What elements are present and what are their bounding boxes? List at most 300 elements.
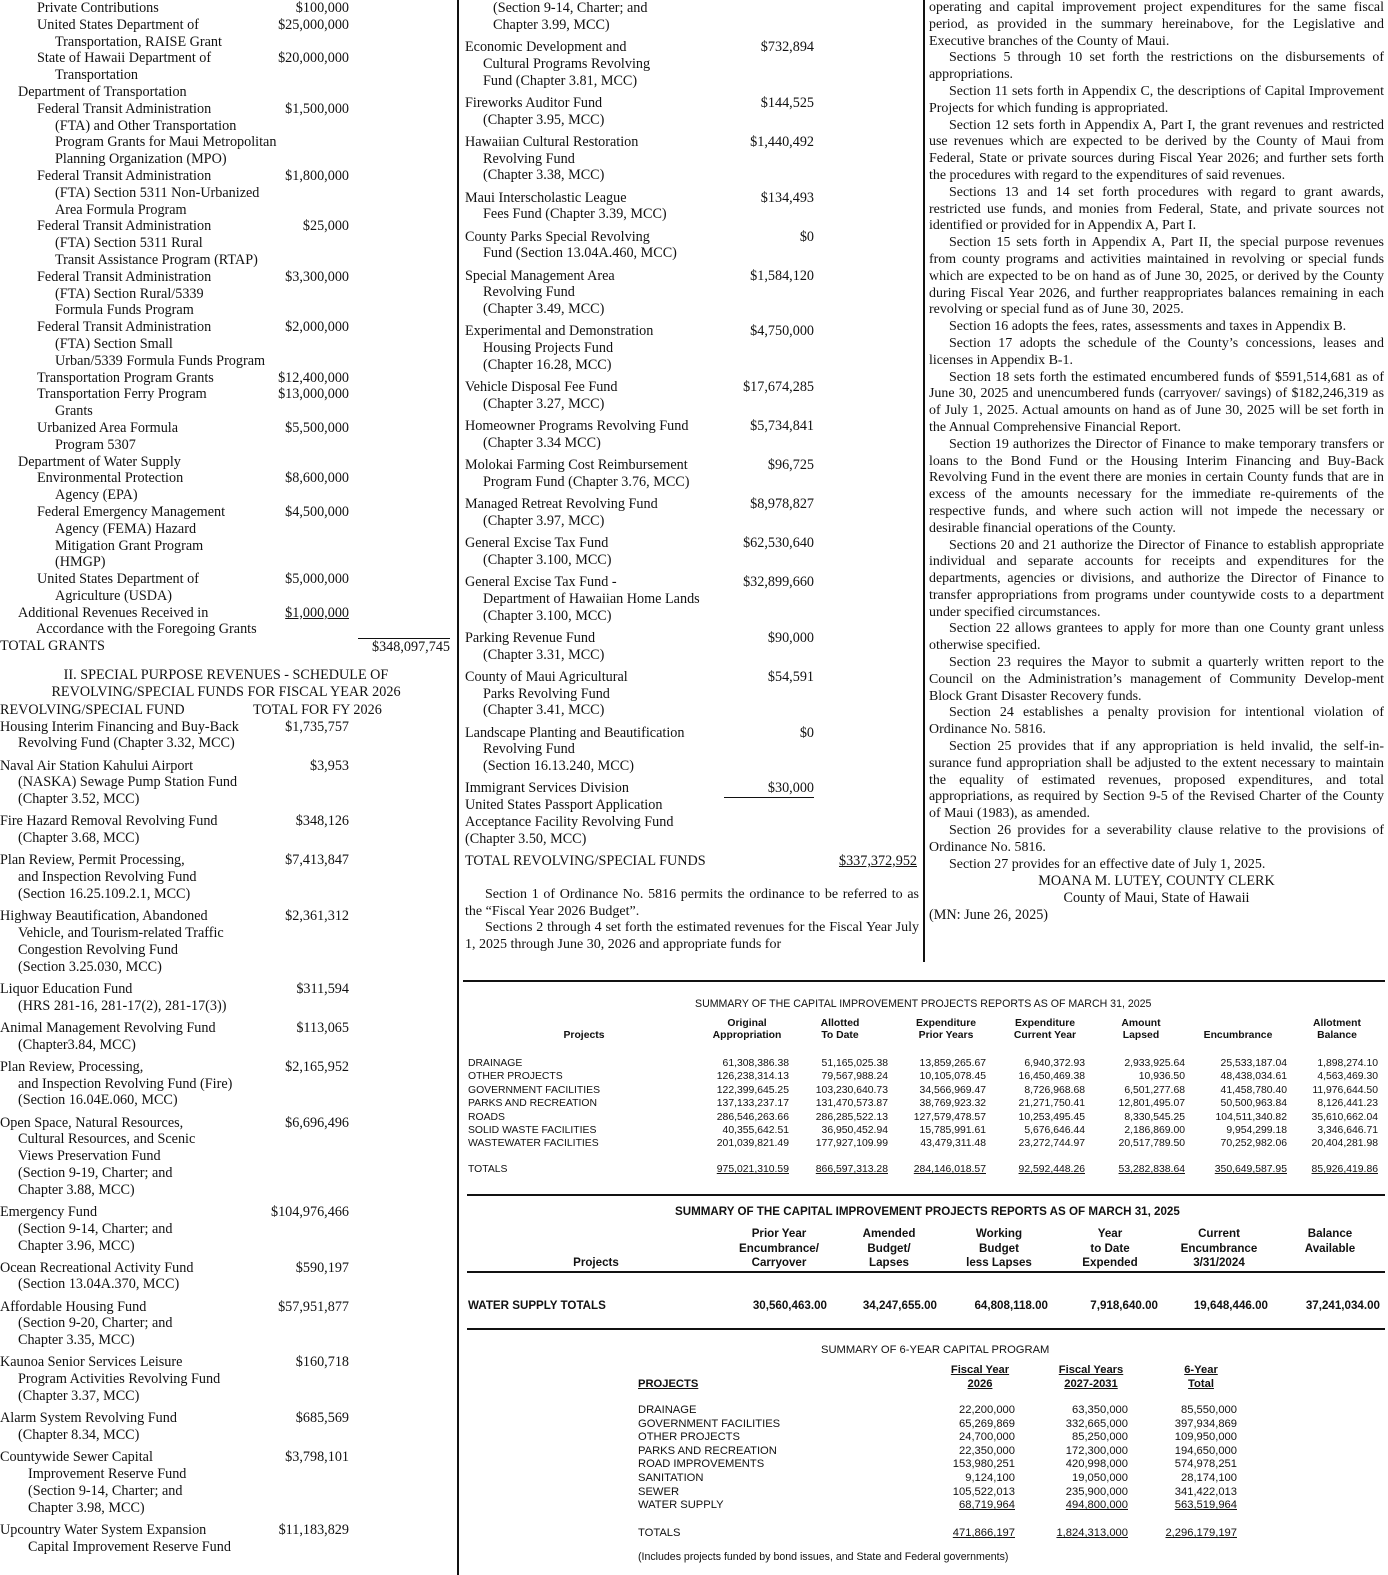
fund-amount: $8,978,827 xyxy=(750,496,814,513)
grant-line: Environmental Protection xyxy=(37,470,184,487)
fund-line: Capital Improvement Reserve Fund xyxy=(28,1538,231,1555)
grant-amount: $13,000,000 xyxy=(278,386,349,403)
six-year-cell: SANITATION xyxy=(638,1472,704,1484)
six-year-header-line: 2027-2031 xyxy=(1064,1377,1118,1390)
section-rule xyxy=(463,980,1385,982)
col2-paragraphs xyxy=(465,887,919,954)
fund-line: (Chapter 3.41, MCC) xyxy=(483,702,605,719)
fund-line: General Excise Tax Fund xyxy=(465,535,609,551)
six-year-cell: DRAINAGE xyxy=(638,1404,697,1416)
cip-cell: TOTALS xyxy=(468,1164,508,1175)
cip-cell: OTHER PROJECTS xyxy=(468,1071,563,1083)
fund-line: Parks Revolving Fund xyxy=(483,685,610,702)
fund-line: County of Maui Agricultural xyxy=(465,668,628,685)
fund-line: (Chapter 3.95, MCC) xyxy=(483,111,605,128)
fund-line: Chapter 3.88, MCC) xyxy=(18,1181,135,1198)
water-header-cell xyxy=(1285,1227,1375,1256)
fund-line: Liquor Education Fund xyxy=(0,980,133,997)
grant-item xyxy=(0,504,452,571)
cip-cell: 122,399,645.25 xyxy=(716,1084,789,1096)
fund-line: Homeowner Programs Revolving Fund xyxy=(465,418,689,435)
fund-line: Program Activities Revolving Fund xyxy=(18,1371,221,1388)
cip-header-line: Balance xyxy=(1317,1030,1357,1042)
fund-line: (Section 16.25.109.2.1, MCC) xyxy=(18,886,191,903)
grant-item xyxy=(0,420,452,454)
total-revolving-row xyxy=(465,853,919,887)
grant-line: Formula Funds Program xyxy=(55,302,194,319)
fund-item xyxy=(0,1410,452,1444)
fund-line: (Section 13.04A.370, MCC) xyxy=(18,1276,180,1293)
cip-row xyxy=(465,1071,1385,1084)
water-cell: 19,648,446.00 xyxy=(1193,1299,1268,1312)
cip-cell: 20,517,789.50 xyxy=(1118,1138,1185,1150)
water-cell: 64,808,118.00 xyxy=(974,1299,1048,1312)
summary-paragraph: Section 17 adopts the schedule of the County’s concessions, leases and licenses in Appendix B-1. xyxy=(929,335,1384,368)
fund-line: and Inspection Revolving Fund (Fire) xyxy=(18,1075,233,1092)
water-header-line: less Lapses xyxy=(966,1256,1032,1270)
fund-amount: $2,361,312 xyxy=(285,908,349,925)
grant-line: (FTA) Section Rural/5339 xyxy=(55,285,204,302)
cip-cell: GOVERNMENT FACILITIES xyxy=(468,1084,601,1096)
six-year-cell: PARKS AND RECREATION xyxy=(638,1444,777,1457)
grant-line: Transit Assistance Program (RTAP) xyxy=(55,251,258,268)
cip-cell: 20,404,281.98 xyxy=(1311,1138,1378,1150)
cip-header-line: Expenditure xyxy=(915,1018,977,1029)
grant-amount: $25,000,000 xyxy=(278,16,349,33)
six-year-cell: 85,250,000 xyxy=(1072,1431,1128,1444)
summary-paragraph: Section 15 sets forth in Appendix A, Part II, the special purpose revenues from county programs and activities maintained in revolving or special funds which are expected to be on hand as of June 30, 2025, or derived by the County during Fiscal Year 2026, and further reappropriates balances remaining in each revolving or special fund as of June 30, 2025. xyxy=(929,235,1384,318)
fund-line: (Chapter 3.38, MCC) xyxy=(483,167,605,184)
cip-header-cell xyxy=(524,1030,644,1042)
six-year-cell: 109,950,000 xyxy=(1174,1431,1237,1444)
grant-line: Program 5307 xyxy=(55,436,136,453)
grant-item xyxy=(0,386,452,420)
cip-header-line: To Date xyxy=(821,1030,859,1042)
fund-line: Landscape Planting and Beautification xyxy=(465,724,685,741)
six-year-title: SUMMARY OF 6-YEAR CAPITAL PROGRAM xyxy=(821,1344,1050,1356)
grant-line: Federal Transit Administration xyxy=(37,167,212,184)
fund-amount: $57,951,877 xyxy=(278,1298,349,1315)
fund-item xyxy=(465,669,919,719)
summary-paragraph: Section 19 authorizes the Director of Finance to make temporary transfers or loans to the Bond Fund or the Housing Interim Financing and Buy-Back Revolving Fund in the event there are monies in certain County funds that are in excess of the amounts necessary for the immediate re-quirements of the respective funds, and where such action will not impede the necessary or desirable financial operations of the County. xyxy=(929,436,1384,536)
fund-line: Department of Hawaiian Home Lands xyxy=(483,590,700,607)
fund-line: Vehicle, and Tourism-related Traffic xyxy=(18,925,224,941)
summary-paragraph: Section 25 provides that if any appropriation is held invalid, the self-in-surance fund appropriation shall be adjusted to the extent necessary to maintain the equality of estimated revenues, proposed expenditures, and total appropriations, as required by Section 9-5 of the Revised Charter of the County of Maui (1983), as amended. xyxy=(929,739,1384,822)
fund-item xyxy=(0,1299,452,1349)
water-header-cell xyxy=(1060,1227,1160,1271)
six-year-header-cell xyxy=(920,1364,1040,1391)
fund-item xyxy=(465,574,919,624)
grant-item xyxy=(0,269,452,319)
special-purpose-heading-2: REVOLVING/SPECIAL FUNDS FOR FISCAL YEAR 2026 xyxy=(51,684,401,701)
fund-line: Open Space, Natural Resources, xyxy=(0,1114,184,1131)
cip-row xyxy=(465,1112,1385,1125)
water-header-cell xyxy=(719,1227,839,1271)
fund-amount: $1,584,120 xyxy=(750,267,814,284)
fund-line: Views Preservation Fund xyxy=(18,1148,161,1165)
grant-amount: $2,000,000 xyxy=(285,319,349,336)
grant-line: (FTA) and Other Transportation xyxy=(55,117,237,134)
column-3 xyxy=(929,0,1384,962)
fund-amount: $348,126 xyxy=(295,813,349,830)
grant-line: Agency (FEMA) Hazard xyxy=(55,520,197,537)
fund-item xyxy=(465,134,919,184)
fund-line: Revolving Fund xyxy=(483,150,575,167)
grant-item xyxy=(0,17,452,51)
column-1 xyxy=(0,0,452,1575)
fund-line: Acceptance Facility Revolving Fund xyxy=(465,813,674,830)
column-2 xyxy=(465,0,919,962)
cip-header-cell xyxy=(1193,1030,1283,1042)
water-header-line: Encumbrance xyxy=(1180,1241,1258,1255)
summary-paragraph: Section 23 requires the Mayor to submit a quarterly written report to the Council on the Administration’s management of Community Develop-ment Block Grant Disaster Recovery funds. xyxy=(929,655,1384,704)
fund-line: Program Fund (Chapter 3.76, MCC) xyxy=(483,473,690,490)
cip-cell: 6,940,372.93 xyxy=(1024,1058,1085,1069)
cip-totals-row xyxy=(465,1164,1385,1177)
fund-line: (Chapter 3.49, MCC) xyxy=(483,301,605,318)
cip-cell: 8,330,545.25 xyxy=(1124,1111,1185,1123)
fund-line: and Inspection Revolving Fund xyxy=(18,869,197,886)
fund-amount: $1,440,492 xyxy=(750,133,814,150)
six-year-cell: 574,978,251 xyxy=(1174,1458,1237,1471)
cip-cell: 137,133,237.17 xyxy=(716,1098,789,1110)
fund-amount: $62,530,640 xyxy=(743,535,814,551)
fund-amount: $6,696,496 xyxy=(285,1114,349,1131)
grant-line: Federal Emergency Management xyxy=(37,503,226,520)
fund-line: (Section 16.04E.060, MCC) xyxy=(18,1092,178,1109)
six-year-header-cell xyxy=(1031,1364,1151,1391)
fund-line: Emergency Fund xyxy=(0,1203,98,1220)
fund-line: (Chapter 3.100, MCC) xyxy=(483,551,612,568)
fund-item xyxy=(465,95,919,129)
grant-item xyxy=(0,470,452,504)
fund-item xyxy=(465,39,919,89)
grant-line: (HMGP) xyxy=(55,554,106,571)
fund-line: (Section 9-20, Charter; and xyxy=(18,1315,173,1332)
special-purpose-heading-1: II. SPECIAL PURPOSE REVENUES - SCHEDULE OF xyxy=(63,667,389,684)
water-header-line: to Date xyxy=(1090,1241,1130,1255)
fund-item xyxy=(465,725,919,775)
fund-line: Chapter 3.98, MCC) xyxy=(28,1499,145,1516)
cip-cell: 16,450,469.38 xyxy=(1018,1071,1085,1083)
cip-cell: 43,479,311.48 xyxy=(920,1138,986,1150)
cip-cell: 40,355,642.51 xyxy=(722,1125,789,1136)
six-year-cell: 105,522,013 xyxy=(952,1485,1015,1498)
fund-item xyxy=(0,908,452,975)
fund-line: Economic Development and xyxy=(465,38,627,55)
grant-item xyxy=(0,218,452,268)
summary-paragraph: Section 1 of Ordinance No. 5816 permits the ordinance to be referred to as the “Fiscal Year 2026 Budget”. xyxy=(465,886,919,919)
cip-cell: 2,186,869.00 xyxy=(1124,1125,1185,1136)
grant-item xyxy=(0,605,452,639)
six-year-header-line: 2026 xyxy=(967,1377,993,1390)
col-total-header: TOTAL FOR FY 2026 xyxy=(253,701,382,718)
cip-cell: 36,950,452.94 xyxy=(821,1125,888,1136)
fund-line: (NASKA) Sewage Pump Station Fund xyxy=(18,774,238,791)
grant-line: Agency (EPA) xyxy=(55,487,138,504)
fund-amount: $311,594 xyxy=(296,980,349,997)
water-header-line: Carryover xyxy=(751,1256,807,1270)
summary-paragraph: Section 16 adopts the fees, rates, assessments and taxes in Appendix B. xyxy=(949,319,1347,335)
fund-amount: $7,413,847 xyxy=(285,852,349,869)
fund-item xyxy=(465,535,919,569)
fund-line: Parking Revenue Fund xyxy=(465,629,596,646)
fund-line: (Section 9-14, Charter; and xyxy=(18,1220,173,1237)
summary-paragraph: Sections 20 and 21 authorize the Director of Finance to establish appropriate individual and separate accounts for receipts and expenditures for the departments, agencies or divisions, and authorize the Director of Finance to transfer appropriations from programs under countywide costs to a department under specified circumstances. xyxy=(929,537,1384,620)
fund-item xyxy=(0,1020,452,1054)
grant-amount: $3,300,000 xyxy=(285,268,349,285)
cip-row xyxy=(465,1098,1385,1111)
six-year-cell: 19,050,000 xyxy=(1072,1472,1128,1484)
fund-amount: $732,894 xyxy=(760,38,814,55)
water-header-line: Budget/ xyxy=(867,1241,911,1255)
grant-amount: $1,500,000 xyxy=(285,100,349,117)
fund-item xyxy=(0,981,452,1015)
fund-amount: $11,183,829 xyxy=(278,1521,349,1538)
special-purpose-column-headers xyxy=(0,702,452,719)
fund-item xyxy=(465,630,919,664)
grant-amount: $25,000 xyxy=(302,218,349,235)
grant-line: Grants xyxy=(55,403,93,420)
six-year-cell: 420,998,000 xyxy=(1065,1458,1128,1471)
six-year-cell: 68,719,964 xyxy=(959,1499,1015,1512)
fund-line: Fire Hazard Removal Revolving Fund xyxy=(0,813,218,830)
fund-item xyxy=(0,1449,452,1516)
fund-line: General Excise Tax Fund - xyxy=(465,573,617,590)
cip-cell: 13,859,265.67 xyxy=(919,1058,986,1069)
col2-continued-lines xyxy=(465,0,919,34)
six-year-header-line: Fiscal Years xyxy=(1058,1364,1124,1376)
grant-item xyxy=(0,84,452,101)
fund-item xyxy=(0,1115,452,1199)
column-rule-1 xyxy=(457,0,459,1575)
fund-line: (Section 3.25.030, MCC) xyxy=(18,958,162,975)
six-year-header-cell xyxy=(638,1378,698,1392)
fund-line: Kaunoa Senior Services Leisure xyxy=(0,1354,183,1371)
fund-line: Cultural Resources, and Scenic xyxy=(18,1131,196,1148)
fund-line: Chapter 3.35, MCC) xyxy=(18,1332,135,1349)
fund-line: Highway Beautification, Abandoned xyxy=(0,908,208,925)
water-cell: 34,247,655.00 xyxy=(862,1299,937,1312)
col3-paragraphs xyxy=(929,0,1384,873)
grant-line: Transportation, RAISE Grant xyxy=(55,33,222,50)
cip-header-line: Allotted xyxy=(820,1018,860,1029)
fund-item xyxy=(465,190,919,224)
cip-header-cell xyxy=(901,1018,991,1043)
fund-amount: $0 xyxy=(799,724,814,741)
six-year-header-cell xyxy=(1141,1364,1261,1391)
cip-cell: 2,933,925.64 xyxy=(1124,1058,1185,1069)
six-year-cell: 22,200,000 xyxy=(959,1404,1015,1416)
six-year-total-cell: TOTALS xyxy=(638,1527,681,1539)
grant-amount: $12,400,000 xyxy=(278,369,349,386)
water-cell: 7,918,640.00 xyxy=(1090,1299,1158,1312)
fund-line: (Chapter 3.37, MCC) xyxy=(18,1388,140,1405)
cip-header-line: Prior Years xyxy=(918,1030,974,1042)
total-grants-label: TOTAL GRANTS xyxy=(0,638,105,655)
fund-line: Cultural Programs Revolving xyxy=(483,55,651,72)
six-year-cell: 24,700,000 xyxy=(959,1431,1015,1444)
fund-amount: $32,899,660 xyxy=(743,573,814,590)
cip-cell: 15,785,991.61 xyxy=(919,1125,986,1136)
cip-header-line: Allotment xyxy=(1313,1018,1361,1029)
fund-line: Ocean Recreational Activity Fund xyxy=(0,1259,194,1276)
fund-item xyxy=(465,229,919,263)
table-rule-3 xyxy=(467,1328,1385,1330)
grant-line: Federal Transit Administration xyxy=(37,319,212,336)
summary-paragraph: operating and capital improvement project expenditures for the same fiscal period, as provided in the summary hereinabove, for the Legislative and Executive branches of the County of Maui. xyxy=(929,0,1384,49)
fund-amount: $1,735,757 xyxy=(285,718,349,735)
water-header-cell xyxy=(536,1256,656,1271)
six-year-total-cell: 2,296,179,197 xyxy=(1165,1527,1237,1539)
grant-line: Urbanized Area Formula xyxy=(37,419,179,436)
fund-line: Alarm System Revolving Fund xyxy=(0,1410,177,1427)
six-year-cell: 22,350,000 xyxy=(959,1444,1015,1457)
grant-item xyxy=(0,571,452,605)
six-year-cell: 153,980,251 xyxy=(952,1458,1015,1471)
fund-item xyxy=(465,780,919,847)
cip-header-line: Lapsed xyxy=(1122,1030,1160,1042)
summary-paragraph: Sections 2 through 4 set forth the estimated revenues for the Fiscal Year July 1, 2025 through June 30, 2026 and appropriate funds for xyxy=(465,920,919,953)
cip-cell: 126,238,314.13 xyxy=(716,1071,789,1083)
cip-cell: 284,146,018.57 xyxy=(913,1164,986,1175)
fund-item xyxy=(0,1354,452,1404)
cip-cell: 1,898,274.10 xyxy=(1317,1058,1378,1069)
fund-line: Fees Fund (Chapter 3.39, MCC) xyxy=(483,206,667,223)
water-header-line: Lapses xyxy=(869,1256,909,1270)
grant-line: (FTA) Section Small xyxy=(55,335,173,352)
six-year-header-line: 6-Year xyxy=(1184,1364,1218,1376)
cip-cell: 48,438,034.61 xyxy=(1220,1071,1287,1083)
fund-item xyxy=(0,1522,452,1556)
summary-paragraph: Sections 5 through 10 set forth the restrictions on the disbursements of appropriations. xyxy=(929,50,1384,83)
fund-line: Affordable Housing Fund xyxy=(0,1298,147,1315)
column-rule-2 xyxy=(923,0,925,962)
fund-amount: $5,734,841 xyxy=(750,418,814,435)
water-header-line: Year xyxy=(1097,1227,1123,1240)
fund-line: Fund (Section 13.04A.460, MCC) xyxy=(483,245,677,262)
fund-item xyxy=(0,758,452,808)
cip-cell: 41,458,780.40 xyxy=(1220,1084,1287,1096)
six-year-cell: 63,350,000 xyxy=(1072,1404,1128,1416)
six-year-cell: 28,174,100 xyxy=(1181,1472,1237,1484)
cip-header-line: Encumbrance xyxy=(1203,1030,1273,1041)
fund-amount: $3,953 xyxy=(309,757,349,774)
cip-cell: 12,801,495.07 xyxy=(1118,1098,1185,1110)
cip-header-line: Projects xyxy=(563,1030,605,1041)
fund-line: Hawaiian Cultural Restoration xyxy=(465,133,639,150)
six-year-cell: GOVERNMENT FACILITIES xyxy=(638,1417,781,1430)
fund-line: Fireworks Auditor Fund xyxy=(465,94,603,111)
cip-cell: DRAINAGE xyxy=(468,1058,523,1069)
fund-amount: $104,976,466 xyxy=(270,1203,349,1220)
six-year-cell: 9,124,100 xyxy=(965,1472,1015,1484)
fund-line: Naval Air Station Kahului Airport xyxy=(0,757,194,774)
summary-paragraph: Section 24 establishes a penalty provision for intentional violation of Ordinance No. 5816. xyxy=(929,705,1384,738)
cip-cell: 8,126,441.23 xyxy=(1317,1098,1378,1110)
grant-line: Agriculture (USDA) xyxy=(55,587,173,604)
water-header-cell xyxy=(944,1227,1054,1271)
grant-line: (FTA) Section 5311 Rural xyxy=(55,235,203,252)
cip-header-cell xyxy=(795,1018,885,1043)
grant-item xyxy=(0,0,452,17)
six-year-cell: ROAD IMPROVEMENTS xyxy=(638,1458,765,1471)
water-header-line: Balance xyxy=(1307,1227,1353,1240)
cip-row xyxy=(465,1125,1385,1138)
fund-line: Special Management Area xyxy=(465,267,615,284)
cip-cell: 5,676,646.44 xyxy=(1024,1125,1085,1136)
cip-cell: 79,567,988.24 xyxy=(821,1071,888,1083)
water-cell: WATER SUPPLY TOTALS xyxy=(468,1299,606,1312)
grant-line: Area Formula Program xyxy=(55,201,187,218)
fund-line: Chapter 3.99, MCC) xyxy=(493,16,610,33)
cip-header-line: Appropriation xyxy=(712,1030,782,1042)
fund-item xyxy=(465,496,919,530)
cip-cell: 10,105,078.45 xyxy=(919,1071,986,1083)
cip-cell: 61,308,386.38 xyxy=(722,1058,789,1069)
six-year-cell: 235,900,000 xyxy=(1065,1485,1128,1498)
fund-amount: $30,000 xyxy=(724,780,814,798)
six-year-cell: OTHER PROJECTS xyxy=(638,1431,740,1444)
fund-line: Managed Retreat Revolving Fund xyxy=(465,496,658,513)
fund-line: Experimental and Demonstration xyxy=(465,323,654,340)
fund-amount: $0 xyxy=(799,228,814,245)
six-year-cell: 172,300,000 xyxy=(1065,1444,1128,1457)
grant-line: Transportation Ferry Program xyxy=(37,386,207,403)
cip-header-cell xyxy=(1292,1018,1382,1043)
grant-amount: $5,500,000 xyxy=(285,419,349,436)
six-year-cell: 397,934,869 xyxy=(1174,1417,1237,1430)
fund-line: Housing Projects Fund xyxy=(483,340,614,357)
fund-line: Vehicle Disposal Fee Fund xyxy=(465,379,618,396)
six-year-cell: WATER SUPPLY xyxy=(638,1499,724,1512)
cip-cell: 131,470,573.87 xyxy=(815,1098,888,1110)
fund-amount: $17,674,285 xyxy=(743,379,814,396)
table-rule-2 xyxy=(467,1271,1385,1273)
cip-cell: 103,230,640.73 xyxy=(815,1084,888,1096)
cip-header-cell xyxy=(1096,1018,1186,1043)
cip-cell: 10,936.50 xyxy=(1138,1071,1185,1083)
water-summary-title: SUMMARY OF THE CAPITAL IMPROVEMENT PROJECTS REPORTS AS OF MARCH 31, 2025 xyxy=(675,1205,1180,1218)
cip-header-cell xyxy=(697,1018,797,1043)
cip-row xyxy=(465,1058,1385,1071)
cip-header-line: Original xyxy=(727,1018,767,1029)
clerk-place: County of Maui, State of Hawaii xyxy=(1063,890,1250,907)
grant-line: Additional Revenues Received in xyxy=(18,604,209,621)
grant-item xyxy=(0,168,452,218)
water-header-line: Encumbrance/ xyxy=(739,1241,819,1255)
grant-line: Private Contributions xyxy=(37,0,159,16)
six-year-cell: 85,550,000 xyxy=(1181,1404,1237,1416)
total-grants-row xyxy=(0,638,452,655)
six-year-header-line: Total xyxy=(1188,1377,1214,1390)
fund-item xyxy=(465,457,919,491)
grant-line: Program Grants for Maui Metropolitan xyxy=(55,134,277,151)
fund-line: (Chapter 3.100, MCC) xyxy=(483,607,612,624)
cip-cell: 38,769,923.32 xyxy=(919,1098,986,1110)
cip-cell: 10,253,495.45 xyxy=(1018,1111,1085,1123)
fund-line: Molokai Farming Cost Reimbursement xyxy=(465,457,688,474)
summary-paragraph: Section 22 allows grantees to apply for more than one County grant unless otherwise specified. xyxy=(929,621,1384,654)
cip-row xyxy=(465,1085,1385,1098)
cip-cell: SOLID WASTE FACILITIES xyxy=(468,1125,597,1136)
publication-note: (MN: June 26, 2025) xyxy=(929,907,1049,924)
cip-cell: 53,282,838.64 xyxy=(1118,1164,1185,1175)
cip-cell: 11,976,644.50 xyxy=(1312,1084,1378,1096)
six-year-total-cell: 471,866,197 xyxy=(952,1527,1015,1539)
grant-item xyxy=(0,319,452,369)
grant-amount: $8,600,000 xyxy=(285,470,349,487)
